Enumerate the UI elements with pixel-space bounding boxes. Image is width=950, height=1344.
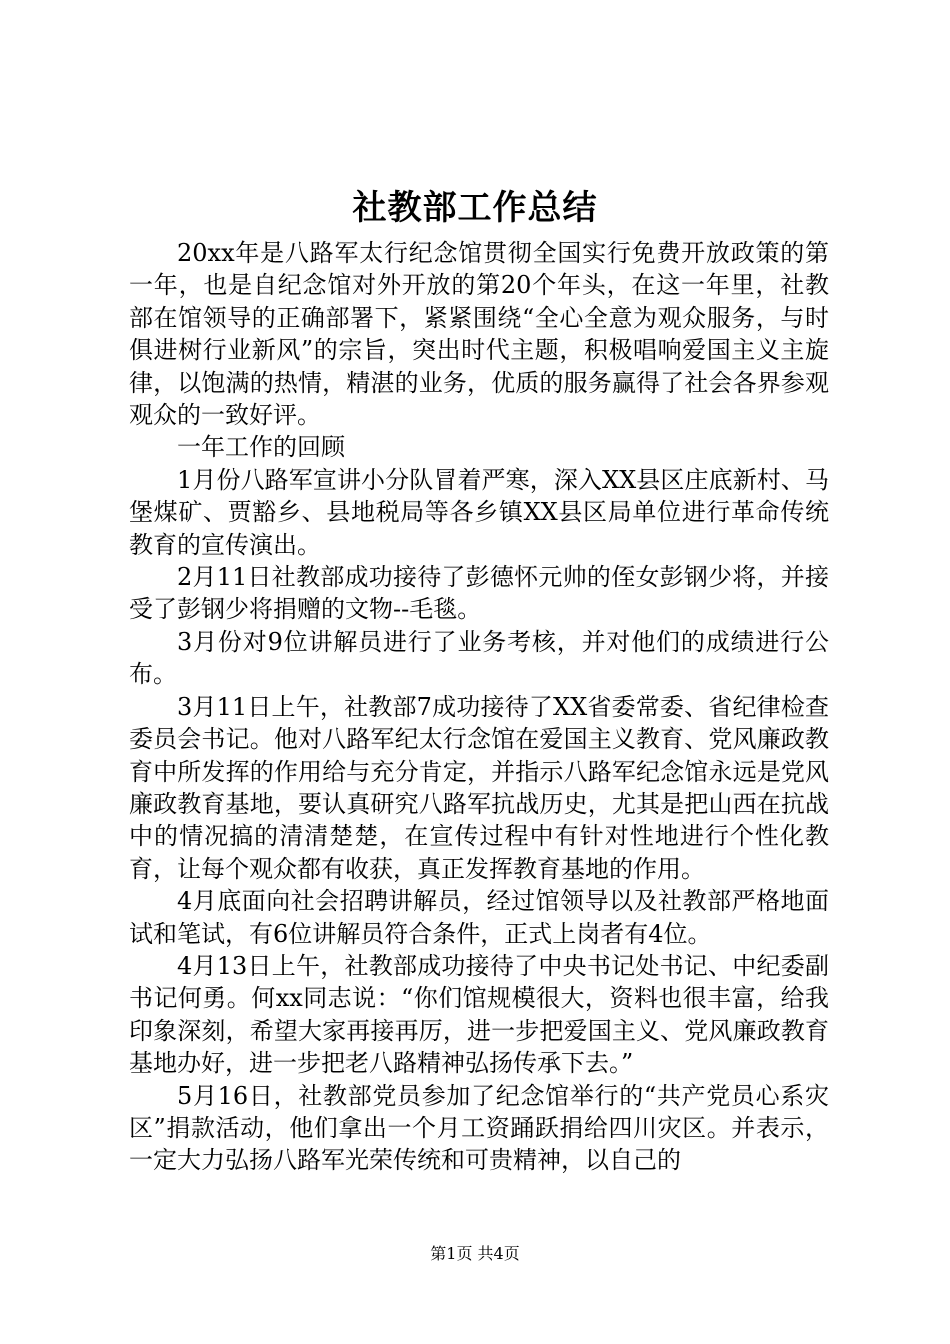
paragraph-april-reception: 4月13日上午，社教部成功接待了中央书记处书记、中纪委副书记何勇。何xx同志说：“你们馆规模很大，资料也很丰富，给我印象深刻，希望大家再接再厉，进一步把爱国主义、党风廉政教育基地办好，进一步把老八路精神弘扬传承下去。” bbox=[129, 951, 829, 1078]
paragraph-may: 5月16日，社教部党员参加了纪念馆举行的“共产党员心系灾区”捐款活动，他们拿出一个月工资踊跃捐给四川灾区。并表示，一定大力弘扬八路军光荣传统和可贵精神，以自己的 bbox=[129, 1081, 829, 1175]
paragraph-january: 1月份八路军宣讲小分队冒着严寒，深入XX县区庄底新村、马堡煤矿、贾豁乡、县地税局等各乡镇XX县区局单位进行革命传统教育的宣传演出。 bbox=[129, 465, 829, 559]
paragraph-february: 2月11日社教部成功接待了彭德怀元帅的侄女彭钢少将，并接受了彭钢少将捐赠的文物--毛毯。 bbox=[129, 563, 829, 624]
paragraph-march-assessment: 3月份对9位讲解员进行了业务考核，并对他们的成绩进行公布。 bbox=[129, 627, 829, 689]
paragraph-intro: 20xx年是八路军太行纪念馆贯彻全国实行免费开放政策的第一年，也是自纪念馆对外开放的第20个年头，在这一年里，社教部在馆领导的正确部署下，紧紧围绕“全心全意为观众服务，与时俱进树行业新风”的宗旨，突出时代主题，积极唱响爱国主义主旋律，以饱满的热情，精湛的业务，优质的服务赢得了社会各界参观观众的一致好评。 bbox=[129, 239, 829, 430]
document-title: 社教部工作总结 bbox=[352, 188, 598, 228]
paragraph-march-reception: 3月11日上午，社教部7成功接待了XX省委常委、省纪律检查委员会书记。他对八路军纪太行念馆在爱国主义教育、党风廉政教育中所发挥的作用给与充分肯定，并指示八路军纪念馆永远是党风廉政教育基地，要认真研究八路军抗战历史，尤其是把山西在抗战中的情况搞的清清楚楚，在宣传过程中有针对性地进行个性化教育，让每个观众都有收获，真正发挥教育基地的作用。 bbox=[129, 692, 829, 883]
document-body bbox=[129, 237, 829, 1177]
paragraph-april-recruitment: 4月底面向社会招聘讲解员，经过馆领导以及社教部严格地面试和笔试，有6位讲解员符合条件，正式上岗者有4位。 bbox=[129, 887, 829, 948]
section-heading: 一年工作的回顾 bbox=[177, 433, 345, 462]
page-footer: 第1页 共4页 bbox=[430, 1244, 520, 1263]
